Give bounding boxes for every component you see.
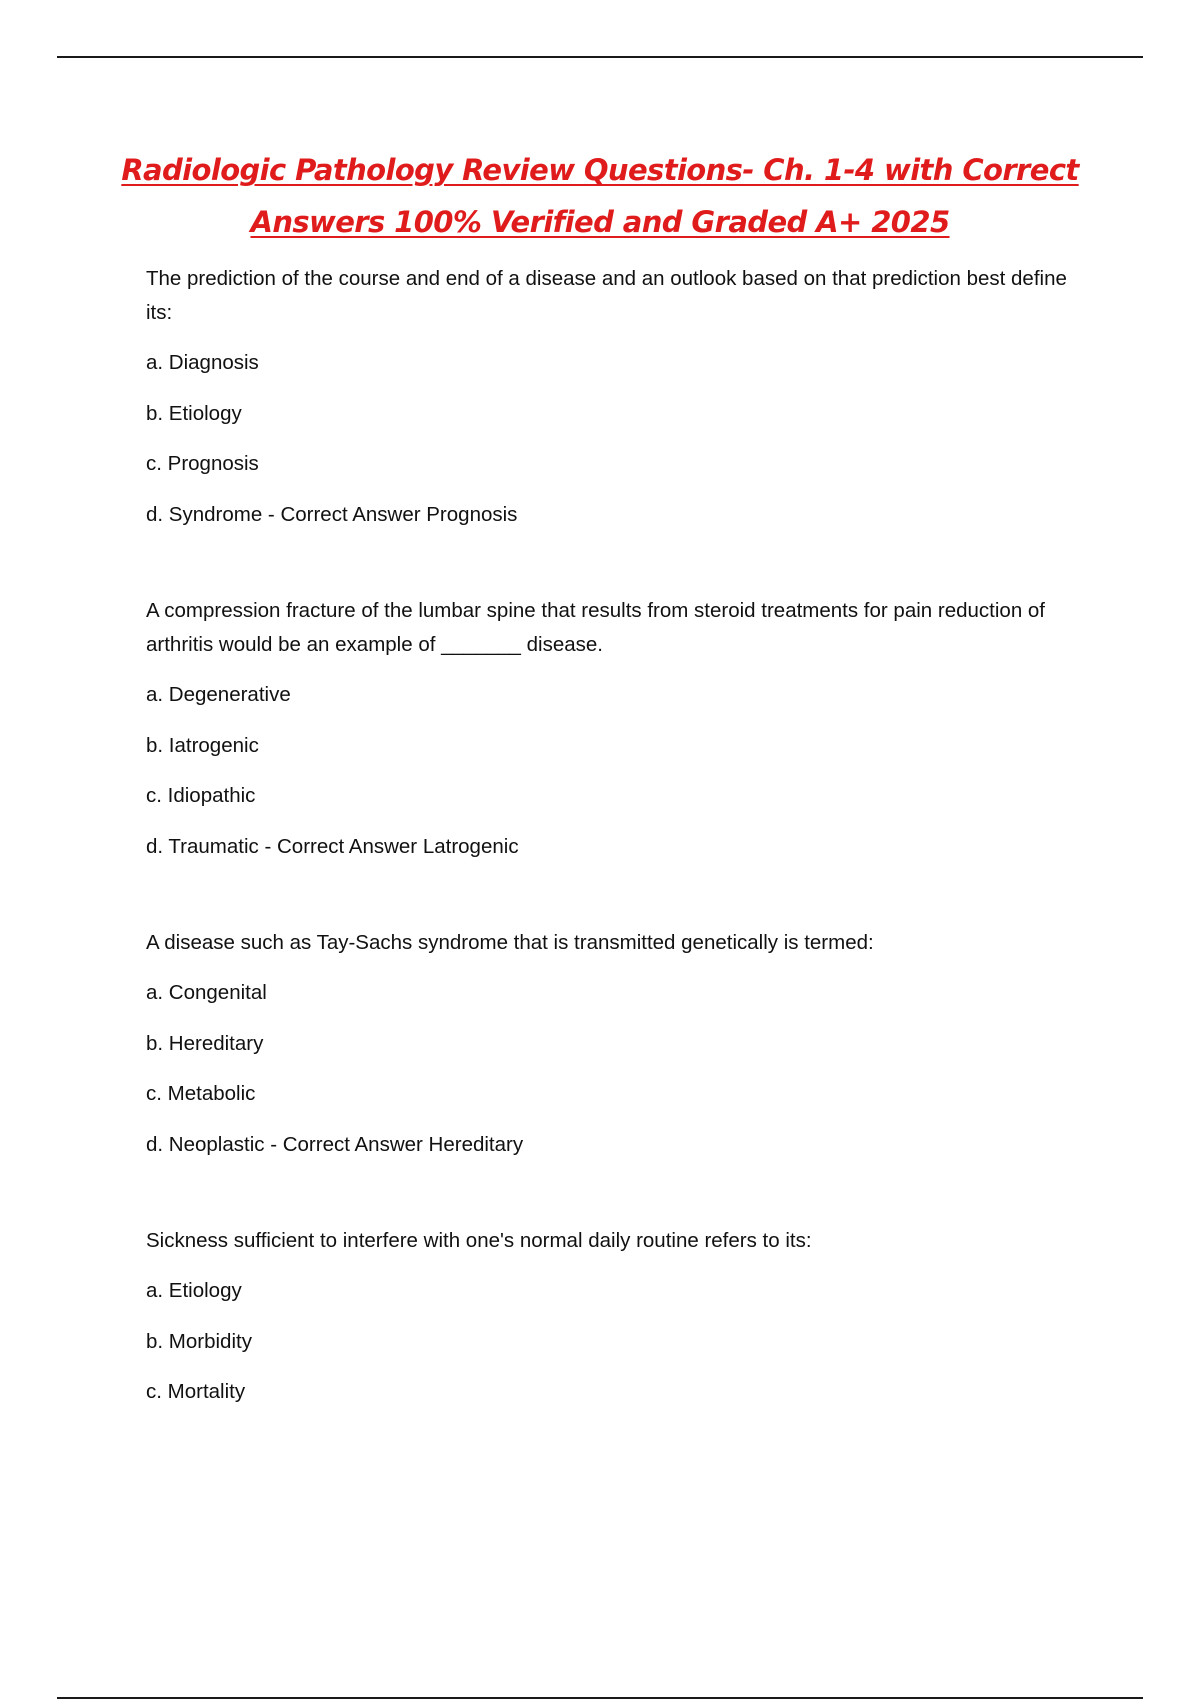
option-d-with-answer: d. Syndrome - Correct Answer Prognosis	[146, 502, 518, 526]
option-b: b. Iatrogenic	[146, 733, 259, 757]
question-3	[146, 926, 1086, 1162]
option-b: b. Hereditary	[146, 1031, 264, 1055]
option-c: c. Idiopathic	[146, 784, 256, 807]
option-b: b. Etiology	[146, 401, 242, 425]
option-c: c. Mortality	[146, 1380, 246, 1403]
option-d-with-answer: d. Neoplastic - Correct Answer Hereditary	[146, 1132, 524, 1156]
option-d-with-answer: d. Traumatic - Correct Answer Latrogenic	[146, 834, 519, 858]
question-text: A disease such as Tay-Sachs syndrome that is transmitted genetically is termed:	[146, 931, 874, 954]
option-a: a. Degenerative	[146, 683, 291, 706]
question-list	[146, 262, 1086, 1432]
top-rule	[57, 56, 1143, 58]
option-c: c. Prognosis	[146, 452, 259, 475]
question-1	[146, 262, 1086, 532]
question-4	[146, 1224, 1086, 1410]
question-text: The prediction of the course and end of a disease and an outlook based on that prediction best define its:	[146, 267, 1067, 324]
document-title: Radiologic Pathology Review Questions- Ch. 1-4 with Correct Answers 100% Verified and Graded A+ 2025	[121, 153, 1079, 239]
option-a: a. Diagnosis	[146, 351, 259, 374]
question-text: Sickness sufficient to interfere with one's normal daily routine refers to its:	[146, 1229, 812, 1252]
option-b: b. Morbidity	[146, 1329, 252, 1353]
question-2	[146, 594, 1086, 864]
bottom-rule	[57, 1697, 1143, 1699]
option-a: a. Etiology	[146, 1279, 242, 1302]
option-a: a. Congenital	[146, 981, 267, 1004]
question-text: A compression fracture of the lumbar spine that results from steroid treatments for pain reduction of arthritis would be an example of _______ disease.	[146, 599, 1046, 656]
option-c: c. Metabolic	[146, 1082, 256, 1105]
